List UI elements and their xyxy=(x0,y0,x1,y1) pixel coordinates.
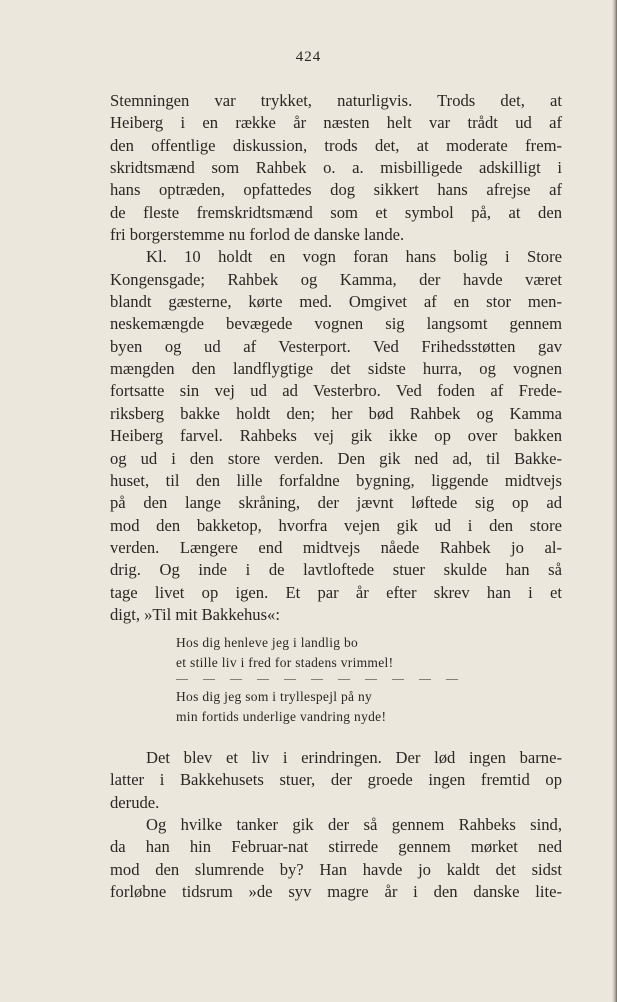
text-line: på den lange skråning, der jævnt løftede sig op ad xyxy=(110,493,562,513)
text-line: Stemningen var trykket, naturligvis. Trods det, at xyxy=(110,91,562,110)
text-line: hans optræden, opfattedes dog sikkert hans afrejse af xyxy=(110,180,562,200)
text-line: Kl. 10 holdt en vogn foran hans bolig i Store xyxy=(146,247,562,267)
text-line: Heiberg farvel. Rahbeks vej gik ikke op over bakken xyxy=(110,426,562,446)
text-line: mod den bakketop, hvorfra vejen gik ud i den store xyxy=(110,515,562,535)
text-line: latter i Bakkehusets stuer, der groede ingen fremtid op xyxy=(110,770,562,790)
text-line: fri borgerstemme nu forlod de danske lande. xyxy=(110,225,405,245)
text-line: Kongensgade; Rahbek og Kamma, der havde været xyxy=(110,269,562,289)
poem-line: Hos dig henleve jeg i landlig bo xyxy=(176,635,359,650)
poem-stanza-2 xyxy=(176,687,476,727)
text-line: skridtsmænd som Rahbek o. a. misbilligede adskilligt i xyxy=(110,158,562,178)
text-line: Heiberg i en række år næsten helt var trådt ud af xyxy=(110,113,562,133)
text-line: blandt gæsterne, kørte med. Omgivet af en stor men- xyxy=(110,292,562,312)
body-text-lower xyxy=(110,747,562,903)
text-line: tage livet op igen. Et par år efter skrev han i et xyxy=(110,582,562,602)
text-line: drig. Og inde i de lavtloftede stuer skulde han så xyxy=(110,560,562,580)
text-line: mod den slumrende by? Han havde jo kaldt det sidst xyxy=(110,859,562,879)
text-line: huset, til den lille forfaldne bygning, liggende midtvejs xyxy=(110,470,562,490)
text-line: da han hin Februar-nat stirrede gennem mørket ned xyxy=(110,837,562,857)
text-line: forløbne tidsrum »de syv magre år i den danske lite- xyxy=(110,882,562,902)
page-number: 424 xyxy=(295,49,322,65)
text-line: og ud i den store verden. Den gik ned ad, til Bakke- xyxy=(110,448,562,468)
text-line: Og hvilke tanker gik der så gennem Rahbeks sind, xyxy=(146,815,562,835)
poem-line: min fortids underlige vandring nyde! xyxy=(176,709,387,724)
text-line: byen og ud af Vesterport. Ved Frihedsstøtten gav xyxy=(110,336,562,356)
text-line: mængden den landflygtige det sidste hurra, og vognen xyxy=(110,359,562,379)
text-line: de fleste fremskridtsmænd som et symbol på, at den xyxy=(110,202,562,222)
poem-line: Hos dig jeg som i tryllespejl på ny xyxy=(176,689,373,704)
text-line: verden. Længere end midtvejs nåede Rahbek jo al- xyxy=(110,537,562,557)
text-line: neskemængde bevægede vognen sig langsomt gennem xyxy=(110,314,562,334)
text-line: Det blev et liv i erindringen. Der lød ingen barne- xyxy=(146,748,562,767)
poem-stanza-1 xyxy=(176,633,476,673)
text-line: den offentlige diskussion, trods det, at moderate frem- xyxy=(110,135,562,155)
body-text-upper xyxy=(110,90,562,626)
text-line: digt, »Til mit Bakkehus«: xyxy=(110,604,280,624)
poem-line: et stille liv i fred for stadens vrimmel! xyxy=(176,655,394,670)
poem-ellipsis-dashes: — — — — — — — — — — — xyxy=(176,671,458,685)
page-edge-shadow xyxy=(612,0,617,1002)
text-line: derude. xyxy=(110,792,160,812)
text-line: fortsatte sin vej ud ad Vesterbro. Ved foden af Frede- xyxy=(110,381,562,401)
text-line: riksberg bakke holdt den; her bød Rahbek og Kamma xyxy=(110,403,562,423)
